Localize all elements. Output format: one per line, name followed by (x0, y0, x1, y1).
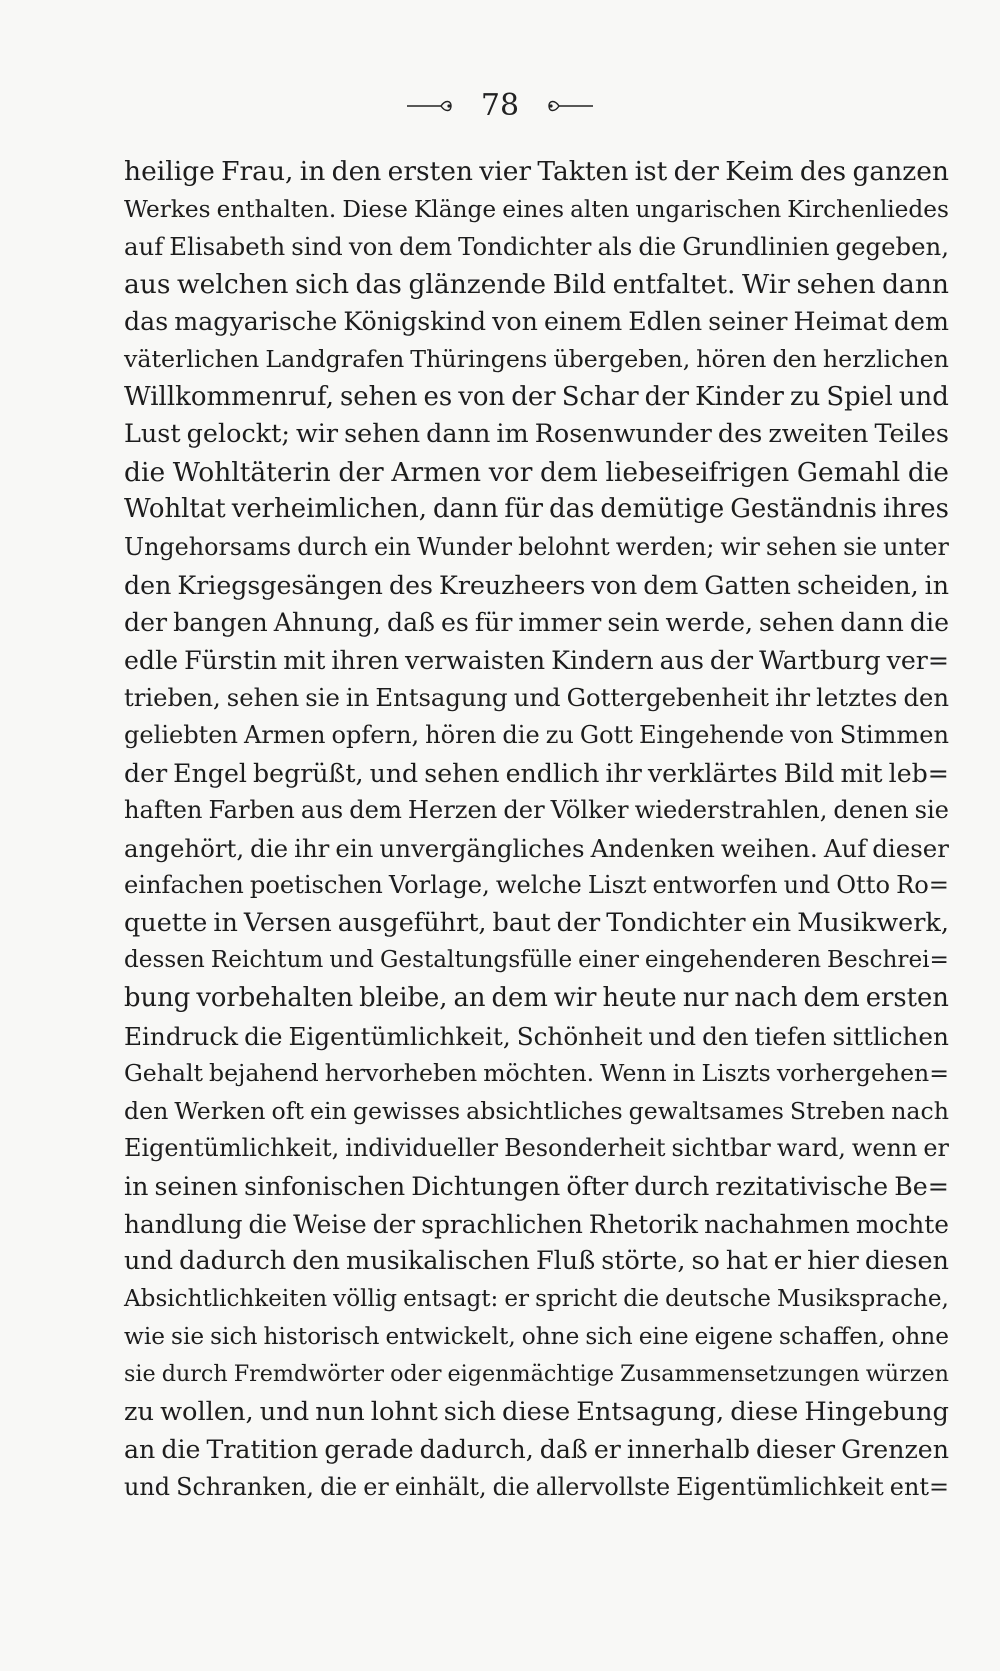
text-line: den Werken oft ein gewisses absichtliches gewaltsames Streben nach (124, 1096, 949, 1125)
text-line: Absichtlichkeiten völlig entsagt: er spricht die deutsche Musiksprache, (124, 1285, 949, 1312)
text-line: Lust gelockt; wir sehen dann im Rosenwunder des zweiten Teiles (124, 419, 949, 450)
text-line: heilige Frau, in den ersten vier Takten ist der Keim des ganzen (124, 156, 949, 187)
text-line: handlung die Weise der sprachlichen Rhetorik nachahmen mochte (124, 1209, 949, 1239)
text-line: zu wollen, und nun lohnt sich diese Entsagung, diese Hingebung (124, 1396, 949, 1427)
page-number: 78 (480, 88, 520, 123)
text-line: den Kriegsgesängen des Kreuzheers von dem Gatten scheiden, in (124, 570, 949, 600)
text-line: wie sie sich historisch entwickelt, ohne sich eine eigene schaffen, ohne (124, 1323, 949, 1351)
text-line: bung vorbehalten bleibe, an dem wir heute nur nach dem ersten (124, 983, 949, 1014)
text-line: trieben, sehen sie in Entsagung und Gottergebenheit ihr letztes den (124, 683, 949, 713)
page-header (0, 86, 1000, 126)
text-line: auf Elisabeth sind von dem Tondichter als die Grundlinien gegeben, (124, 232, 949, 262)
right-ornament-icon (545, 96, 595, 116)
text-line: Werkes enthalten. Diese Klänge eines alten ungarischen Kirchenliedes (124, 195, 949, 223)
text-line: quette in Versen ausgeführt, baut der Tondichter ein Musikwerk, (124, 907, 949, 938)
text-line: Gehalt bejahend hervorheben möchten. Wenn in Liszts vorhergehen= (124, 1059, 949, 1088)
text-line: in seinen sinfonischen Dichtungen öfter durch rezitativische Be= (124, 1172, 949, 1202)
text-line: dessen Reichtum und Gestaltungsfülle einer eingehenderen Beschrei= (124, 947, 949, 974)
text-line: Ungehorsams durch ein Wunder belohnt werden; wir sehen sie unter (124, 532, 949, 561)
text-line: haften Farben aus dem Herzen der Völker wiederstrahlen, denen sie (124, 796, 949, 825)
text-line: und dadurch den musikalischen Fluß störte, so hat er hier diesen (124, 1246, 949, 1277)
text-line: der Engel begrüßt, und sehen endlich ihr verklärtes Bild mit leb= (124, 758, 949, 788)
text-line: Willkommenruf, sehen es von der Schar der Kinder zu Spiel und (124, 381, 949, 412)
left-ornament-icon (405, 96, 455, 116)
text-line: der bangen Ahnung, daß es für immer sein werde, sehen dann die (124, 608, 949, 638)
text-line: väterlichen Landgrafen Thüringens übergeben, hören den herzlichen (124, 344, 949, 373)
text-line: an die Tratition gerade dadurch, daß er innerhalb dieser Grenzen (124, 1435, 949, 1465)
text-line: aus welchen sich das glänzende Bild entfaltet. Wir sehen dann (124, 268, 949, 300)
text-line: und Schranken, die er einhält, die allervollste Eigentümlichkeit ent= (124, 1472, 949, 1501)
text-line: geliebten Armen opfern, hören die zu Gott Eingehende von Stimmen (124, 720, 949, 749)
text-line: angehört, die ihr ein unvergängliches Andenken weihen. Auf dieser (124, 833, 949, 863)
text-line: edle Fürstin mit ihren verwaisten Kindern aus der Wartburg ver= (124, 645, 949, 675)
text-line: Eindruck die Eigentümlichkeit, Schönheit und den tiefen sittlichen (124, 1021, 949, 1051)
text-line: Wohltat verheimlichen, dann für das demütige Geständnis ihres (124, 494, 949, 525)
text-line: einfachen poetischen Vorlage, welche Liszt entworfen und Otto Ro= (124, 871, 949, 900)
body-text (124, 153, 949, 1506)
text-line: das magyarische Königskind von einem Edlen seiner Heimat dem (124, 307, 949, 337)
text-line: sie durch Fremdwörter oder eigenmächtige Zusammensetzungen würzen (124, 1361, 949, 1387)
text-line: die Wohltäterin der Armen vor dem liebeseifrigen Gemahl die (124, 456, 949, 488)
text-line: Eigentümlichkeit, individueller Besonderheit sichtbar ward, wenn er (124, 1134, 949, 1163)
